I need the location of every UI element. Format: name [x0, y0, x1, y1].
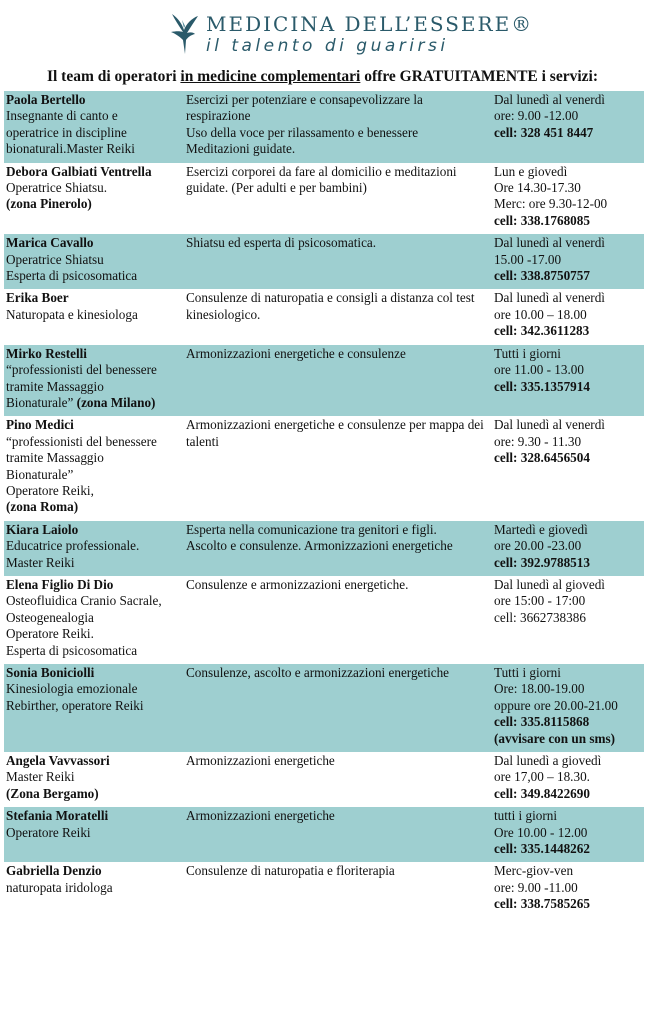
intro-heading: Il team di operatori in medicine complementari offre GRATUITAMENTE i servizi:	[46, 68, 599, 85]
service-line: Ascolto e consulenze. Armonizzazioni energetiche	[186, 538, 453, 554]
table-row	[4, 807, 644, 862]
operator-cell	[4, 289, 184, 344]
phone-number: cell: 335.1357914	[494, 378, 590, 394]
table-row	[4, 576, 644, 664]
table-row	[4, 163, 644, 235]
operator-cell	[4, 521, 184, 576]
phone-number: cell: 338.8750757	[494, 268, 590, 284]
services-cell	[184, 163, 492, 235]
operator-cell	[4, 807, 184, 862]
operator-role: Insegnante di canto e	[6, 108, 118, 124]
operator-role: Osteofluidica Cranio Sacrale,	[6, 593, 162, 609]
hours-line: Tutti i giorni	[494, 345, 561, 361]
operator-cell	[4, 664, 184, 752]
operator-name: Debora Galbiati Ventrella	[6, 163, 152, 179]
operator-name: Gabriella Denzio	[6, 863, 102, 879]
hours-line: ore 10.00 – 18.00	[494, 306, 587, 322]
hours-cell	[492, 576, 644, 664]
hours-line: Martedì e giovedì	[494, 521, 588, 537]
services-cell	[184, 664, 492, 752]
operator-zone: (zona Roma)	[6, 499, 79, 515]
service-line: Uso della voce per rilassamento e benessere	[186, 124, 419, 140]
operator-role: naturopata iridologa	[6, 879, 113, 895]
services-cell	[184, 345, 492, 417]
operator-name: Angela Vavvassori	[6, 753, 110, 769]
hours-cell	[492, 289, 644, 344]
operator-name: Paola Bertello	[6, 92, 86, 107]
services-cell	[184, 576, 492, 664]
hours-line: Dal lunedì a giovedì	[494, 753, 602, 769]
operator-cell	[4, 91, 184, 163]
page-header	[0, 0, 645, 62]
operator-role: Esperta di psicosomatica	[6, 268, 138, 284]
operator-role: Operatore Reiki	[6, 824, 91, 840]
hummingbird-icon	[168, 10, 202, 56]
services-cell	[184, 752, 492, 807]
operator-role: operatrice in discipline	[6, 124, 127, 140]
table-row	[4, 234, 644, 289]
brand-title: MEDICINA DELL’ESSERE®	[206, 12, 534, 36]
hours-cell	[492, 807, 644, 862]
hours-cell	[492, 91, 644, 163]
operator-name: Elena Figlio Di Dio	[6, 576, 114, 592]
operator-cell	[4, 345, 184, 417]
hours-cell	[492, 345, 644, 417]
operator-role: Bionaturale”	[6, 466, 74, 482]
operator-zone: (zona Pinerolo)	[6, 196, 92, 212]
hours-line: Merc: ore 9.30-12-00	[494, 196, 608, 212]
operator-name: Sonia Boniciolli	[6, 665, 95, 680]
contact-note: (avvisare con un sms)	[494, 730, 616, 746]
hours-line: Dal lunedì al venerdì	[494, 92, 605, 107]
service-line: Esercizi per potenziare e consapevolizzare la respirazione	[186, 92, 423, 124]
table-row	[4, 289, 644, 344]
operator-zone: (Zona Bergamo)	[6, 785, 99, 801]
operators-table-body	[4, 91, 644, 918]
operator-cell	[4, 163, 184, 235]
hours-cell	[492, 521, 644, 576]
services-cell	[184, 416, 492, 520]
operator-cell	[4, 416, 184, 520]
service-line: Armonizzazioni energetiche e consulenze per mappa dei talenti	[186, 417, 484, 449]
operator-cell	[4, 576, 184, 664]
services-cell	[184, 234, 492, 289]
operator-zone: (zona Milano)	[76, 394, 156, 410]
hours-line: Dal lunedì al venerdì	[494, 290, 605, 306]
operator-role: Osteogenealogia	[6, 609, 94, 625]
service-line: Esercizi corporei da fare al domicilio e meditazioni guidate. (Per adulti e per bambini)	[186, 163, 457, 196]
operator-cell	[4, 862, 184, 917]
operator-role: Operatrice Shiatsu.	[6, 180, 108, 196]
hours-line: ore: 9.30 - 11.30	[494, 433, 582, 449]
service-line: Meditazioni guidate.	[186, 141, 296, 157]
operator-role: Operatore Reiki,	[6, 482, 94, 498]
table-row	[4, 862, 644, 917]
phone-number: cell: 3662738386	[494, 609, 586, 625]
operator-role	[6, 395, 182, 411]
service-line: Consulenze di naturopatia e consigli a distanza col test kinesiologico.	[186, 290, 475, 322]
operator-role: Operatrice Shiatsu	[6, 251, 104, 267]
hours-line: Ore: 18.00-19.00	[494, 681, 585, 697]
operator-role: Educatrice professionale.	[6, 538, 140, 554]
operator-role: Kinesiologia emozionale	[6, 681, 138, 697]
operators-table	[4, 91, 644, 918]
hours-line: Ore 10.00 - 12.00	[494, 824, 588, 840]
brand-subtitle: il talento di guarirsi	[206, 36, 449, 56]
hours-cell	[492, 862, 644, 917]
operator-name: Stefania Moratelli	[6, 808, 109, 824]
phone-number: cell: 335.1448262	[494, 841, 590, 857]
phone-number: cell: 338.1768085	[494, 212, 590, 228]
table-row	[4, 91, 644, 163]
hours-line: Tutti i giorni	[494, 665, 561, 680]
hours-line: ore 15:00 - 17:00	[494, 593, 586, 609]
hours-line: ore 20.00 -23.00	[494, 538, 582, 554]
hours-line: ore 17,00 – 18.30.	[494, 769, 590, 785]
operator-role: tramite Massaggio	[6, 450, 104, 466]
operator-role-text: Bionaturale”	[6, 394, 77, 410]
operator-role: bionaturali.Master Reiki	[6, 141, 135, 157]
hours-cell	[492, 416, 644, 520]
phone-number: cell: 342.3611283	[494, 323, 590, 339]
service-line: Esperta nella comunicazione tra genitori e figli.	[186, 521, 437, 537]
hours-line: ore: 9.00 -12.00	[494, 108, 579, 124]
operator-role: Rebirther, operatore Reiki	[6, 697, 144, 713]
hours-line: ore 11.00 - 13.00	[494, 362, 584, 378]
operator-cell	[4, 234, 184, 289]
services-cell	[184, 289, 492, 344]
operator-role: Esperta di psicosomatica	[6, 642, 138, 658]
operator-role: Operatore Reiki.	[6, 626, 94, 642]
phone-number: cell: 349.8422690	[494, 785, 590, 801]
hours-line: oppure ore 20.00-21.00	[494, 697, 618, 713]
service-line: Consulenze di naturopatia e floriterapia	[186, 863, 395, 879]
service-line: Consulenze e armonizzazioni energetiche.	[186, 576, 409, 592]
operator-name: Pino Medici	[6, 417, 74, 433]
operator-role: “professionisti del benessere	[6, 433, 157, 449]
phone-number: cell: 335.8115868	[494, 714, 590, 730]
operator-name: Mirko Restelli	[6, 345, 87, 361]
operator-role: Master Reiki	[6, 554, 75, 570]
hours-line: tutti i giorni	[494, 808, 558, 824]
hours-cell	[492, 752, 644, 807]
hours-line: Ore 14.30-17.30	[494, 180, 581, 196]
hours-line: Dal lunedì al venerdì	[494, 417, 605, 433]
hours-line: Dal lunedì al venerdì	[494, 235, 605, 251]
table-row	[4, 345, 644, 417]
table-row	[4, 664, 644, 752]
hours-cell	[492, 664, 644, 752]
services-cell	[184, 91, 492, 163]
table-row	[4, 752, 644, 807]
phone-number: cell: 338.7585265	[494, 896, 590, 912]
phone-number: cell: 392.9788513	[494, 554, 590, 570]
service-line: Consulenze, ascolto e armonizzazioni energetiche	[186, 665, 450, 680]
hours-line: 15.00 -17.00	[494, 251, 562, 267]
service-line: Armonizzazioni energetiche e consulenze	[186, 345, 406, 361]
operator-role: tramite Massaggio	[6, 378, 104, 394]
phone-number: cell: 328 451 8447	[494, 124, 594, 140]
hours-cell	[492, 234, 644, 289]
operator-role: Master Reiki	[6, 769, 75, 785]
hours-line: ore: 9.00 -11.00	[494, 879, 578, 895]
table-row	[4, 416, 644, 520]
operator-role: Naturopata e kinesiologa	[6, 306, 138, 322]
table-row	[4, 521, 644, 576]
operator-name: Kiara Laiolo	[6, 521, 79, 537]
operator-cell	[4, 752, 184, 807]
operator-name: Erika Boer	[6, 290, 69, 306]
operator-name: Marica Cavallo	[6, 235, 94, 251]
service-line: Armonizzazioni energetiche	[186, 808, 335, 824]
operator-role: “professionisti del benessere	[6, 362, 157, 378]
services-cell	[184, 807, 492, 862]
hours-line: Merc-giov-ven	[494, 863, 574, 879]
phone-number: cell: 328.6456504	[494, 450, 590, 466]
service-line: Armonizzazioni energetiche	[186, 753, 335, 769]
hours-line: Dal lunedì al giovedì	[494, 576, 605, 592]
services-cell	[184, 521, 492, 576]
hours-cell	[492, 163, 644, 235]
hours-line: Lun e giovedì	[494, 163, 568, 179]
services-cell	[184, 862, 492, 917]
service-line: Shiatsu ed esperta di psicosomatica.	[186, 235, 377, 251]
intro-underlined: in medicine complementari	[180, 68, 361, 85]
